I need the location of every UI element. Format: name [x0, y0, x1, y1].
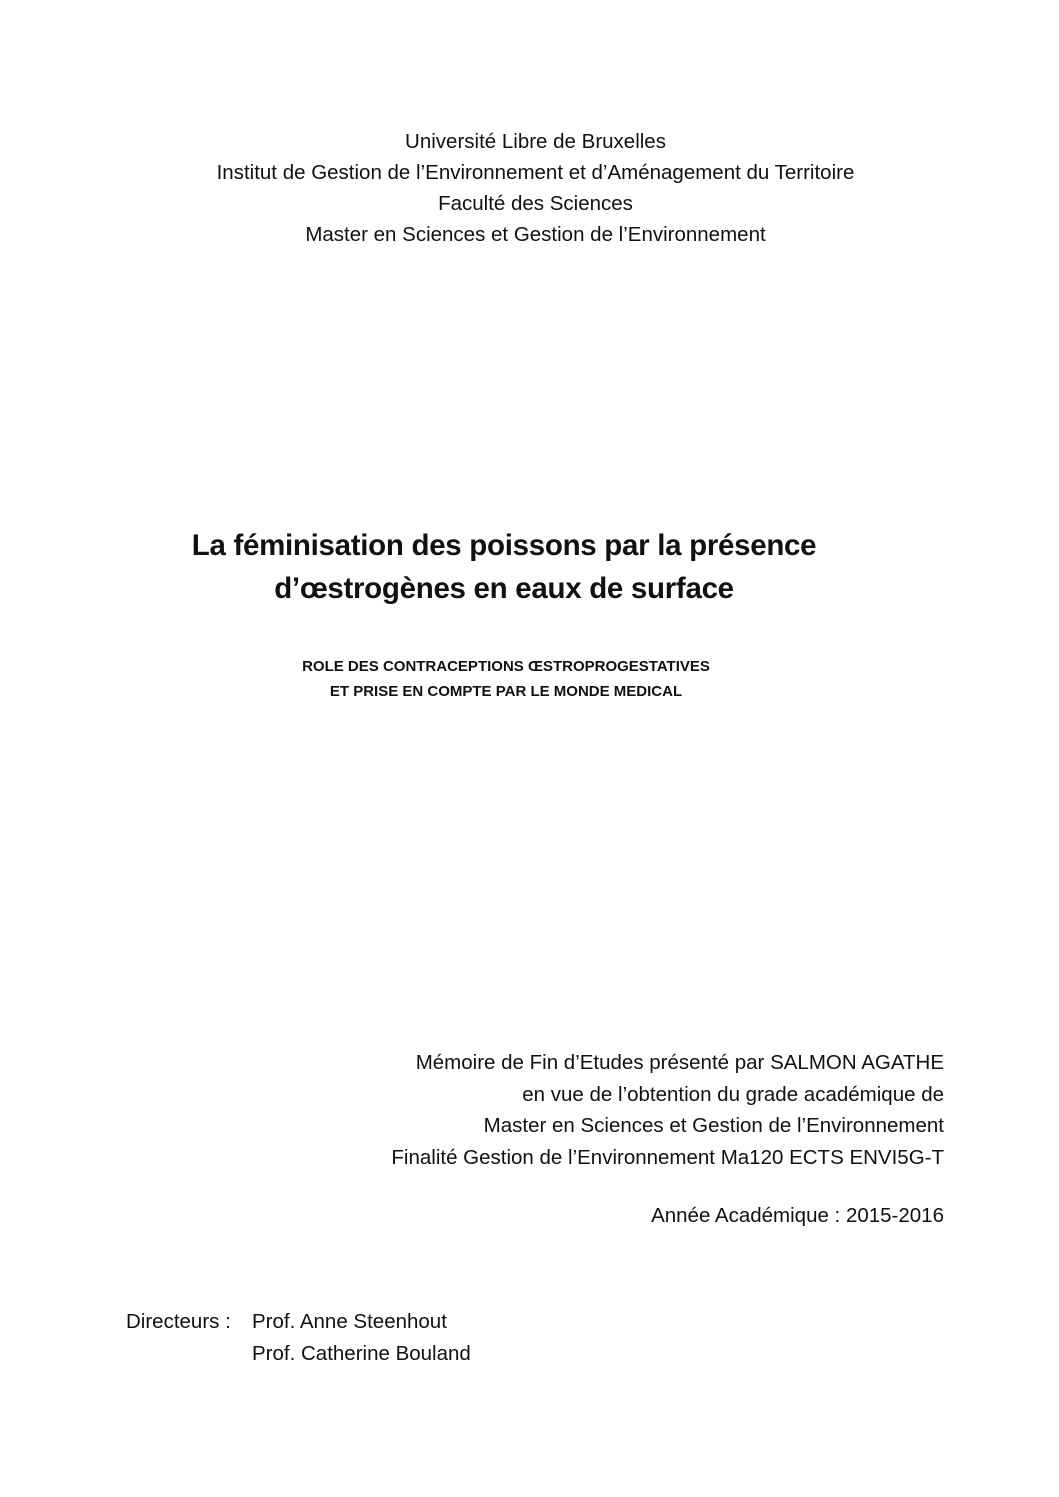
master-program: Master en Sciences et Gestion de l’Environnement — [305, 223, 766, 246]
supervisors-label: Directeurs : — [126, 1310, 231, 1333]
supervisors-block — [126, 1306, 471, 1370]
institute-name: Institut de Gestion de l’Environnement et d’Aménagement du Territoire — [216, 161, 855, 184]
thesis-title-line-1: La féminisation des poissons par la présence — [191, 529, 817, 562]
supervisor-name: Prof. Catherine Bouland — [252, 1342, 471, 1365]
supervisor-row — [126, 1306, 471, 1338]
thesis-subtitle-line-1: ROLE DES CONTRACEPTIONS ŒSTROPROGESTATIVES — [302, 658, 710, 675]
thesis-statement — [391, 1047, 944, 1173]
thesis-subtitle — [0, 654, 1012, 704]
university-name: Université Libre de Bruxelles — [405, 130, 666, 153]
thesis-author-line: Mémoire de Fin d’Etudes présenté par SALMON AGATHE — [415, 1051, 944, 1074]
thesis-subtitle-line-2: ET PRISE EN COMPTE PAR LE MONDE MEDICAL — [329, 683, 683, 700]
thesis-title — [0, 524, 1008, 610]
institution-header — [0, 126, 1059, 250]
academic-year: Année Académique : 2015-2016 — [651, 1204, 944, 1227]
thesis-finality-line: Finalité Gestion de l’Environnement Ma120 ECTS ENVI5G-T — [391, 1145, 944, 1169]
thesis-degree-line: en vue de l’obtention du grade académique de — [522, 1082, 944, 1106]
supervisors-label-spacer — [126, 1338, 252, 1370]
faculty-name: Faculté des Sciences — [438, 192, 633, 215]
thesis-program-line: Master en Sciences et Gestion de l’Environnement — [483, 1114, 944, 1137]
supervisor-row — [126, 1338, 471, 1370]
thesis-title-line-2: d’œstrogènes en eaux de surface — [274, 572, 734, 605]
supervisor-name: Prof. Anne Steenhout — [252, 1310, 447, 1333]
